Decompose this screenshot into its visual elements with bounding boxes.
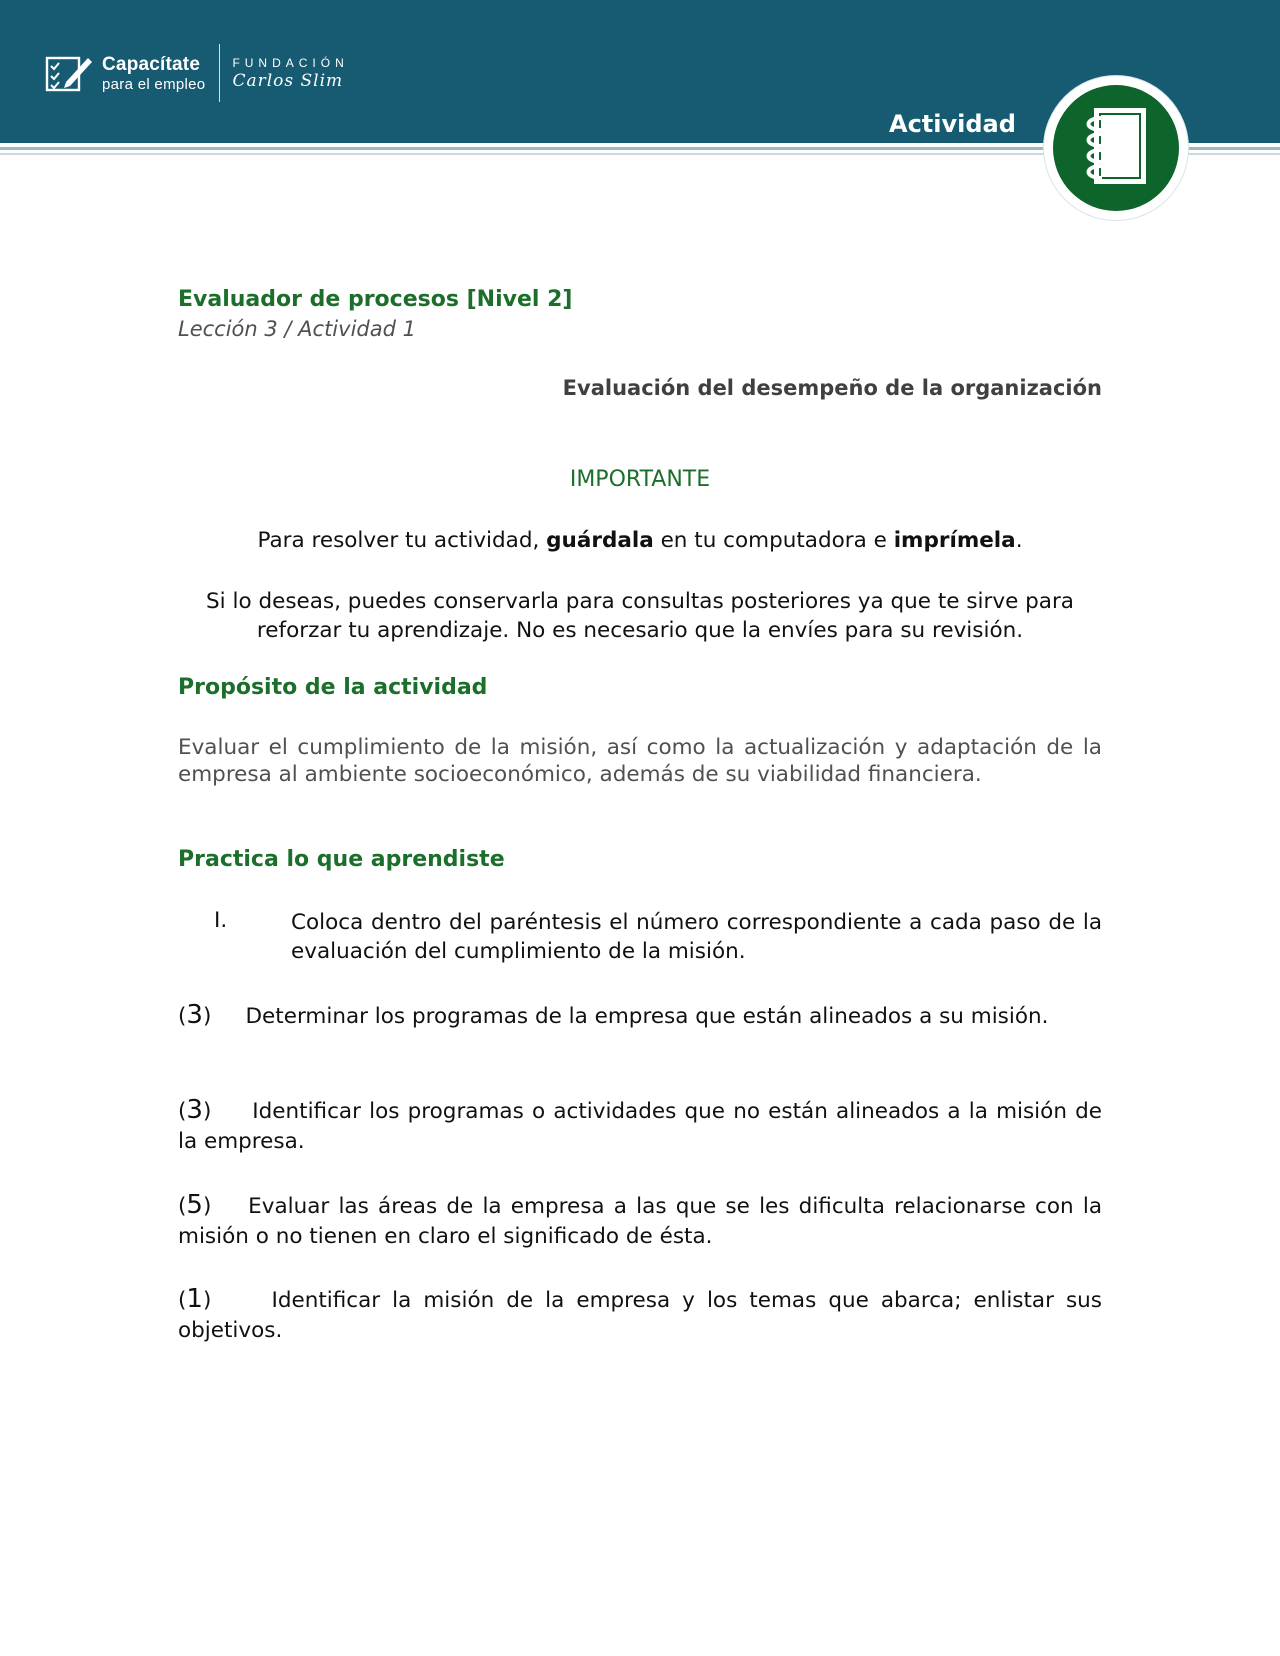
- checklist-pen-icon: [44, 52, 94, 94]
- section-label: Actividad: [889, 110, 1016, 138]
- important-heading: IMPORTANTE: [569, 467, 711, 492]
- instruction-text: .: [1015, 528, 1023, 553]
- practice-heading: Practica lo que aprendiste: [178, 847, 505, 872]
- item-answer: 3: [186, 1095, 203, 1125]
- logo-sub-text: para el empleo: [102, 75, 206, 93]
- question-number: I.: [214, 908, 228, 933]
- foundation-label: FUNDACIÓN: [232, 55, 349, 70]
- item-paren-open: (: [178, 1194, 187, 1219]
- item-text: Evaluar las áreas de la empresa a las que se les dificulta relacionarse con la misión o no tienen en claro el significado de ésta.: [178, 1194, 1102, 1249]
- instruction-save-print: [178, 528, 1102, 553]
- item-answer: 1: [186, 1284, 203, 1314]
- lesson-subtitle: Lección 3 / Actividad 1: [178, 317, 416, 341]
- document-title: Evaluación del desempeño de la organización: [562, 376, 1102, 400]
- purpose-heading: Propósito de la actividad: [178, 675, 488, 700]
- foundation-signature: Carlos Slim: [232, 70, 344, 91]
- instruction-bold-save: guárdala: [546, 528, 654, 553]
- item-paren-open: (: [178, 1288, 187, 1313]
- list-item: [178, 1284, 1102, 1346]
- item-text: Determinar los programas de la empresa que están alineados a su misión.: [245, 1004, 1049, 1029]
- item-text: Identificar los programas o actividades que no están alineados a la misión de la empresa.: [178, 1099, 1103, 1154]
- item-answer: 3: [186, 1000, 203, 1030]
- course-title: Evaluador de procesos [Nivel 2]: [178, 287, 573, 312]
- instruction-keep: Si lo deseas, puedes conservarla para consultas posteriores ya que te sirve para reforzar tu aprendizaje. No es necesario que la envíes para su revisión.: [206, 589, 1074, 643]
- item-answer: 5: [186, 1190, 203, 1220]
- instruction-text: Para resolver tu actividad,: [257, 528, 547, 553]
- activity-badge: [1044, 76, 1188, 220]
- item-paren-close: ): [202, 1194, 212, 1219]
- list-item: [178, 1000, 1102, 1032]
- item-paren-close: ): [202, 1288, 212, 1313]
- logo-main-text: Capacítate: [102, 53, 201, 75]
- capacitate-logo: [44, 48, 349, 98]
- item-paren-open: (: [178, 1004, 187, 1029]
- list-item: [178, 1190, 1102, 1252]
- purpose-text: Evaluar el cumplimiento de la misión, así como la actualización y adaptación de la empresa al ambiente socioeconómico, además de su viabilidad financiera.: [178, 735, 1102, 787]
- list-item: [178, 1095, 1102, 1157]
- item-paren-close: ): [202, 1004, 212, 1029]
- instruction-bold-print: imprímela: [893, 528, 1016, 553]
- logo-separator: [219, 44, 220, 102]
- instruction-text: en tu computadora e: [653, 528, 894, 553]
- item-text: Identificar la misión de la empresa y los temas que abarca; enlistar sus objetivos.: [178, 1288, 1102, 1343]
- question-text: Coloca dentro del paréntesis el número correspondiente a cada paso de la evaluación del cumplimiento de la misión.: [291, 910, 1102, 964]
- notebook-icon: [1044, 76, 1188, 220]
- item-paren-open: (: [178, 1099, 187, 1124]
- item-paren-close: ): [202, 1099, 212, 1124]
